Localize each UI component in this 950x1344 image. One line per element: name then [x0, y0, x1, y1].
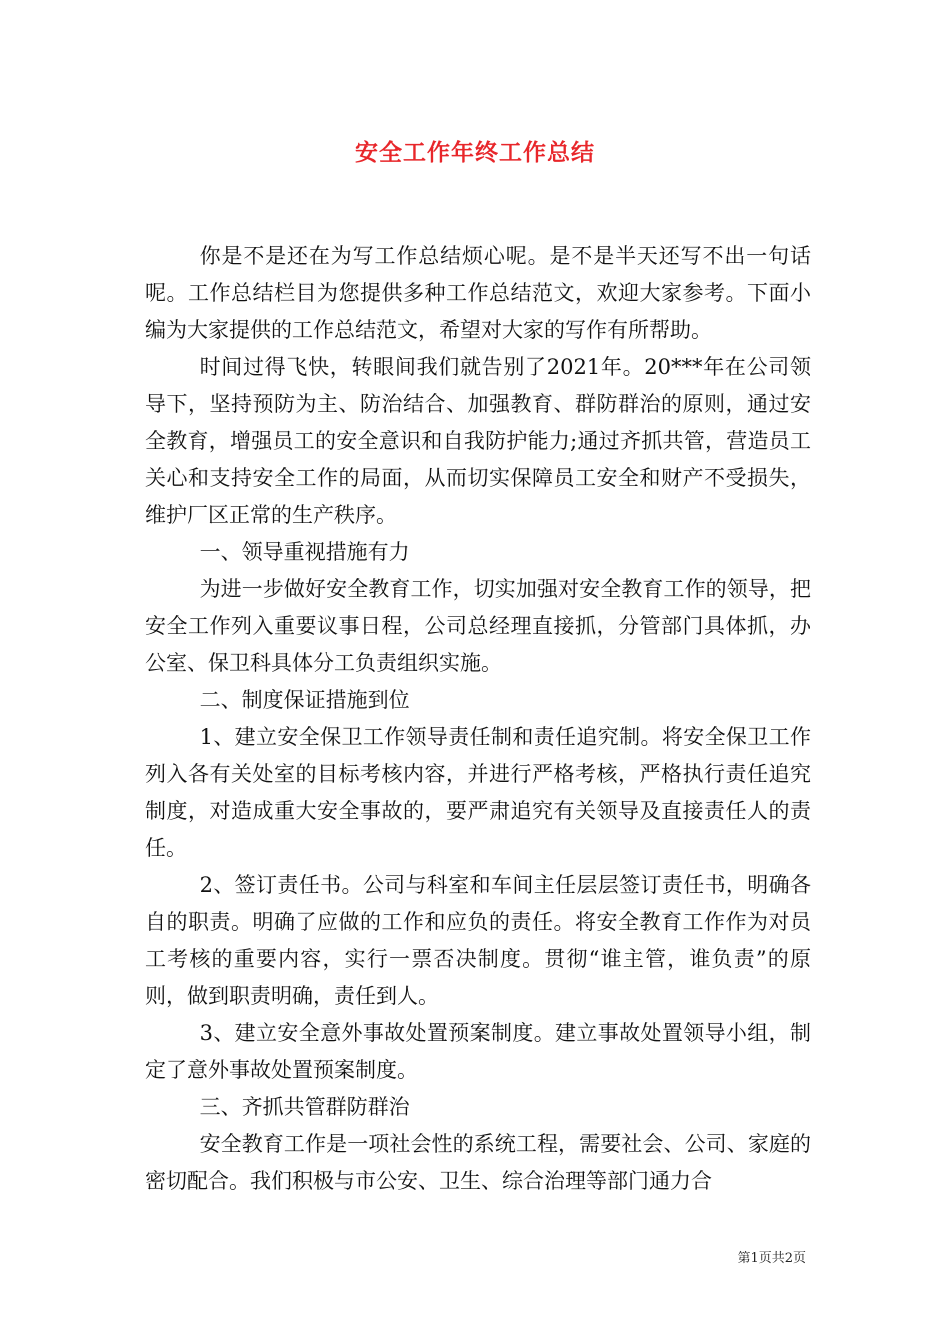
- page-number: 第1页共2页: [737, 1251, 806, 1266]
- section-heading-3: 三、齐抓共管群防群治: [199, 1095, 410, 1119]
- document-body: [145, 238, 811, 1200]
- paragraph-overview: 时间过得飞快，转眼间我们就告别了2021年。20***年在公司领导下，坚持预防为主、防治结合、加强教育、群防群治的原则，通过安全教育，增强员工的安全意识和自我防护能力;通过齐抓共管，营造员工关心和支持安全工作的局面，从而切实保障员工安全和财产不受损失，维护厂区正常的生产秩序。: [145, 355, 811, 527]
- section-heading-2: 二、制度保证措施到位: [199, 688, 410, 712]
- paragraph-section-1: 为进一步做好安全教育工作，切实加强对安全教育工作的领导，把安全工作列入重要议事日程，公司总经理直接抓，分管部门具体抓，办公室、保卫科具体分工负责组织实施。: [145, 577, 811, 675]
- paragraph-item-3: 3、建立安全意外事故处置预案制度。建立事故处置领导小组，制定了意外事故处置预案制度。: [145, 1021, 811, 1082]
- section-heading-1: 一、领导重视措施有力: [199, 540, 410, 564]
- paragraph-item-1: 1、建立安全保卫工作领导责任制和责任追究制。将安全保卫工作列入各有关处室的目标考核内容，并进行严格考核，严格执行责任追究制度，对造成重大安全事故的，要严肃追究有关领导及直接责任人的责任。: [145, 725, 811, 860]
- paragraph-section-3: 安全教育工作是一项社会性的系统工程，需要社会、公司、家庭的密切配合。我们积极与市公安、卫生、综合治理等部门通力合: [145, 1132, 811, 1193]
- document-title: 安全工作年终工作总结: [355, 140, 595, 166]
- paragraph-item-2: 2、签订责任书。公司与科室和车间主任层层签订责任书，明确各自的职责。明确了应做的工作和应负的责任。将安全教育工作作为对员工考核的重要内容，实行一票否决制度。贯彻“谁主管，谁负责”的原则，做到职责明确，责任到人。: [145, 873, 811, 1008]
- paragraph-intro: 你是不是还在为写工作总结烦心呢。是不是半天还写不出一句话呢。工作总结栏目为您提供多种工作总结范文，欢迎大家参考。下面小编为大家提供的工作总结范文，希望对大家的写作有所帮助。: [145, 244, 811, 342]
